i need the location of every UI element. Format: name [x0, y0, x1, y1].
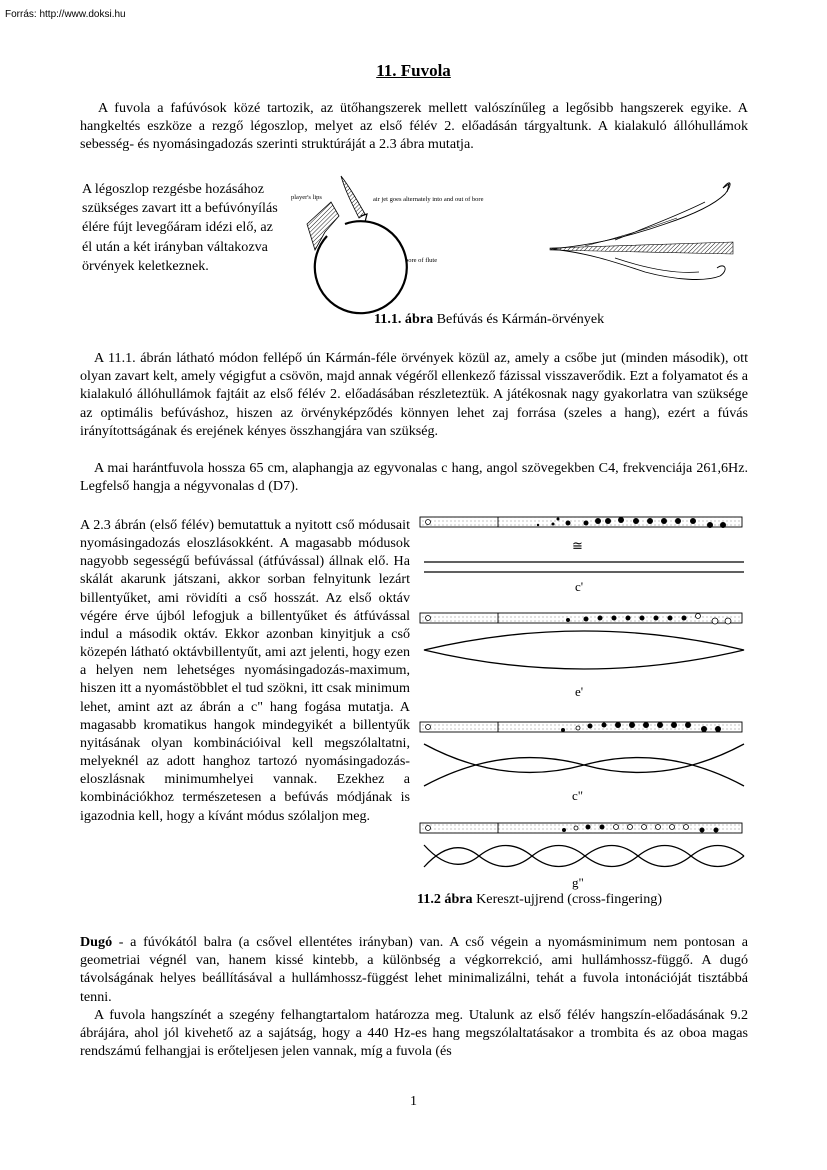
flute-c2 [420, 722, 742, 732]
note-label-e1: e' [575, 684, 584, 699]
label-air-jet: air jet goes alternately into and out of bore [373, 196, 484, 203]
note-label-c2: c" [572, 788, 584, 803]
approx-symbol: ≅ [572, 538, 583, 553]
figure-2-caption: 11.2 ábra Kereszt-ujjrend (cross-fingering) [417, 891, 663, 907]
label-bore: bore of flute [405, 257, 438, 264]
paragraph-timbre: A fuvola hangszínét a szegény felhangtartalom határozza meg. Utalunk az első félév hangszín-előadásának 9.2 ábrájára, ahol jól kivehető az a sajátság, hogy a 440 Hz-es hang megszólaltatásakor a trombita és az oboa magas rendszámú felhangjai is erőteljesen jelen vannak, míg a fuvola (és [80, 1007, 748, 1060]
label-players-lips: player's lips [291, 194, 322, 201]
paragraph-flute-length: A mai harántfuvola hossza 65 cm, alaphangja az egyvonalas c hang, angol szövegekben C4, frekvenciája 261,6Hz. Legfelső hangja a négyvonalas d (D7). [80, 460, 748, 495]
bore-circle [315, 221, 407, 313]
paragraph-karman: A 11.1. ábrán látható módon fellépő ún Kármán-féle örvények közül az, amely a csőbe jut (minden második), ott olyan zavart kelt, amely végigfut a csövön, majd annak végéről ellenkező fázissal visszaverődik. Ezt a folyamatot és a kialakuló állóhullámok fajtáit az első félév 2. előadásában részleteztük. A játékosnak nagy gyakorlatra van szüksége az optimális befúváshoz, hiszen az örvényképződés könnyen lehet zaj forrása (szeles a hang), ezért a fúvás irányítottságának és erejének kényes összhangjára van szükség. [80, 350, 748, 439]
page-number: 1 [410, 1094, 417, 1109]
flute-c1 [420, 517, 742, 528]
note-label-c1: c' [575, 579, 584, 594]
side-text-fingering: A 2.3 ábrán (első félév) bemutattuk a nyitott cső módusait nyomásingadozás eloszlásokként. A magasabb módusok nagyobb segességű befúvással (átfúvással) állnak elő. Ha skálát akarunk játszani, akkor sorban felnyitunk lezárt billentyűket, ami rövidíti a cső hosszát. Az első oktáv végére érve újból lefogjuk a billentyűket és átfúvással indul a második oktáv. Ekkor azonban kinyitjuk a cső közepén látható oktávbillentyűt, ami azt jelenti, hogy ezen a helyen nem lehetséges nyomásingadozás-maximum, hiszen itt a nyomástöbblet el tud szökni, itt csak minimum lehet, amint azt az ábrán a c" hang fogása mutatja. A magasabb kromatikus hangok mindegyikét a billentyűk nyitásának olyan kombinációival kell megszólaltatni, melyeknél az adott hanghoz tartozó nyomásingadozás-eloszlásnak minimumhelyei vannak. Ezekhez a kombinációkhoz természetesen a befúvás módjának is igazodnia kell, hogy a kívánt módus szólaljon meg. [80, 517, 410, 824]
jet-stream [550, 242, 733, 254]
figure-karman-vortices [285, 172, 750, 287]
intro-paragraph: A fuvola a fafúvósok közé tartozik, az ütőhangszerek mellett valószínűleg a legősibb hangszerek egyike. A hangkeltés eszköze a rezgő légoszlop, melyet az első félév 2. előadásán tárgyaltunk. A kialakuló állóhullámok sebesség- és nyomásingadozás szerinti struktúráját a 2.3 ábra mutatja. [80, 100, 748, 153]
flute-e1 [420, 613, 742, 624]
flute-g2 [420, 823, 742, 833]
figure-cross-fingering [418, 512, 748, 897]
figure-1-caption: 11.1. ábra Befúvás és Kármán-örvények [374, 311, 605, 327]
note-label-g2: g" [572, 875, 584, 890]
air-jet-shape [341, 176, 365, 218]
paragraph-dugo: Dugó - a fúvókától balra (a csővel ellentétes irányban) van. A cső végein a nyomásminimum nem pontosan a geometriai végnél van, hanem kissé kintebb, a különbség a végkorrekció, ami hullámhossz-függő. A dugó távolságának helyes beállításával a hullámhossz-függést lehet minimalizálni, tehát a fuvola intonációját tisztábbá tenni. [80, 934, 748, 1005]
page-title: 11. Fuvola [376, 61, 451, 80]
source-line: Forrás: http://www.doksi.hu [5, 9, 126, 20]
side-text-vortex: A légoszlop rezgésbe hozásához szükséges zavart itt a befúvónyílás élére fújt levegőáram idézi elő, az él után a két irányban váltakozva örvények keletkeznek. [82, 181, 278, 274]
